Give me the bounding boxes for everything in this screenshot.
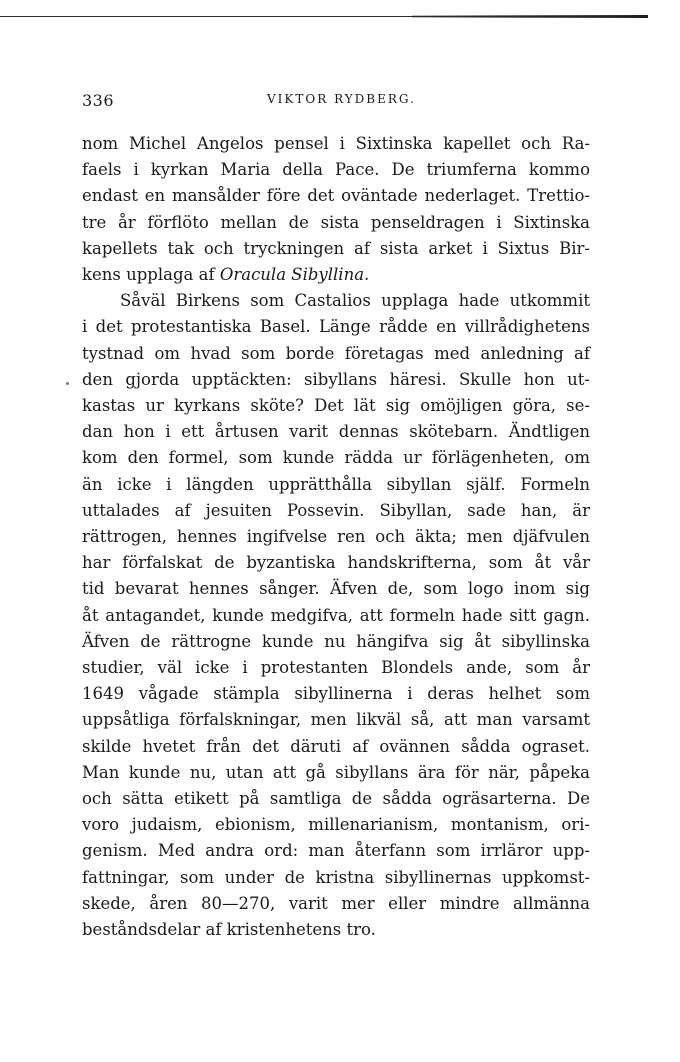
page-number: 336 bbox=[82, 91, 115, 110]
text-line: tystnad om hvad som borde företagas med anledning af bbox=[82, 343, 590, 363]
top-rule-accent bbox=[412, 15, 648, 18]
margin-mark bbox=[66, 382, 69, 385]
text-line: har förfalskat de byzantiska handskrifterna, som åt vår bbox=[82, 553, 590, 573]
text-line: uppsåtliga förfalskningar, men likväl så, att man varsamt bbox=[82, 710, 590, 730]
text-line: den gjorda upptäckten: sibyllans häresi. Skulle hon ut- bbox=[82, 369, 590, 389]
text-line: rättrogen, hennes ingifvelse ren och äkta; men djäfvulen bbox=[82, 527, 590, 547]
text-line: skede, åren 80—270, varit mer eller mindre allmänna bbox=[82, 893, 590, 913]
text-line: kom den formel, som kunde rädda ur förlägenheten, om bbox=[82, 448, 590, 468]
text-line: endast en mansålder före det oväntade nederlaget. Trettio- bbox=[82, 186, 590, 206]
text-line: 1649 vågade stämpla sibyllinerna i deras helhet som bbox=[82, 684, 590, 704]
text-line: studier, väl icke i protestanten Blondels ande, som år bbox=[82, 658, 590, 678]
text-line bbox=[82, 262, 590, 288]
text-line: fattningar, som under de kristna sibyllinernas uppkomst- bbox=[82, 867, 590, 887]
paragraph-1 bbox=[82, 131, 590, 288]
text-line: i det protestantiska Basel. Länge rådde en villrådighetens bbox=[82, 317, 590, 337]
text-fragment: kens upplaga af bbox=[82, 265, 220, 285]
text-line: Såväl Birkens som Castalios upplaga hade utkommit bbox=[120, 291, 590, 311]
running-title: VIKTOR RYDBERG. bbox=[267, 92, 416, 106]
text-line: kastas ur kyrkans sköte? Det lät sig omöjligen göra, se- bbox=[82, 396, 590, 416]
text-line: skilde hvetet från det däruti af ovännen sådda ograset. bbox=[82, 736, 590, 756]
text-line: tre år förflöto mellan de sista penseldragen i Sixtinska bbox=[82, 212, 590, 232]
text-line: genism. Med andra ord: man återfann som irrläror upp- bbox=[82, 841, 590, 861]
text-line: Man kunde nu, utan att gå sibyllans ära för när, påpeka bbox=[82, 762, 590, 782]
text-line: åt antagandet, kunde medgifva, att formeln hade sitt gagn. bbox=[82, 605, 590, 625]
text-line: tid bevarat hennes sånger. Äfven de, som logo inom sig bbox=[82, 579, 590, 599]
text-line: beståndsdelar af kristenhetens tro. bbox=[82, 920, 376, 940]
text-line: och sätta etikett på samtliga de sådda ogräsarterna. De bbox=[82, 789, 590, 809]
text-line: uttalades af jesuiten Possevin. Sibyllan, sade han, är bbox=[82, 500, 590, 520]
text-line: kapellets tak och tryckningen af sista arket i Sixtus Bir- bbox=[82, 238, 590, 258]
text-line: dan hon i ett årtusen varit dennas skötebarn. Ändtligen bbox=[82, 422, 590, 442]
text-line: faels i kyrkan Maria della Pace. De triumferna kommo bbox=[82, 160, 590, 180]
text-line: voro judaism, ebionism, millenarianism, montanism, ori- bbox=[82, 815, 590, 835]
text-line: än icke i längden upprätthålla sibyllan själf. Formeln bbox=[82, 474, 590, 494]
body-text bbox=[82, 131, 590, 943]
text-line: Äfven de rättrogne kunde nu hängifva sig åt sibyllinska bbox=[82, 631, 590, 651]
text-line: nom Michel Angelos pensel i Sixtinska kapellet och Ra- bbox=[82, 134, 590, 153]
book-title: Oracula Sibyllina. bbox=[219, 265, 370, 285]
paragraph-2 bbox=[82, 288, 590, 943]
